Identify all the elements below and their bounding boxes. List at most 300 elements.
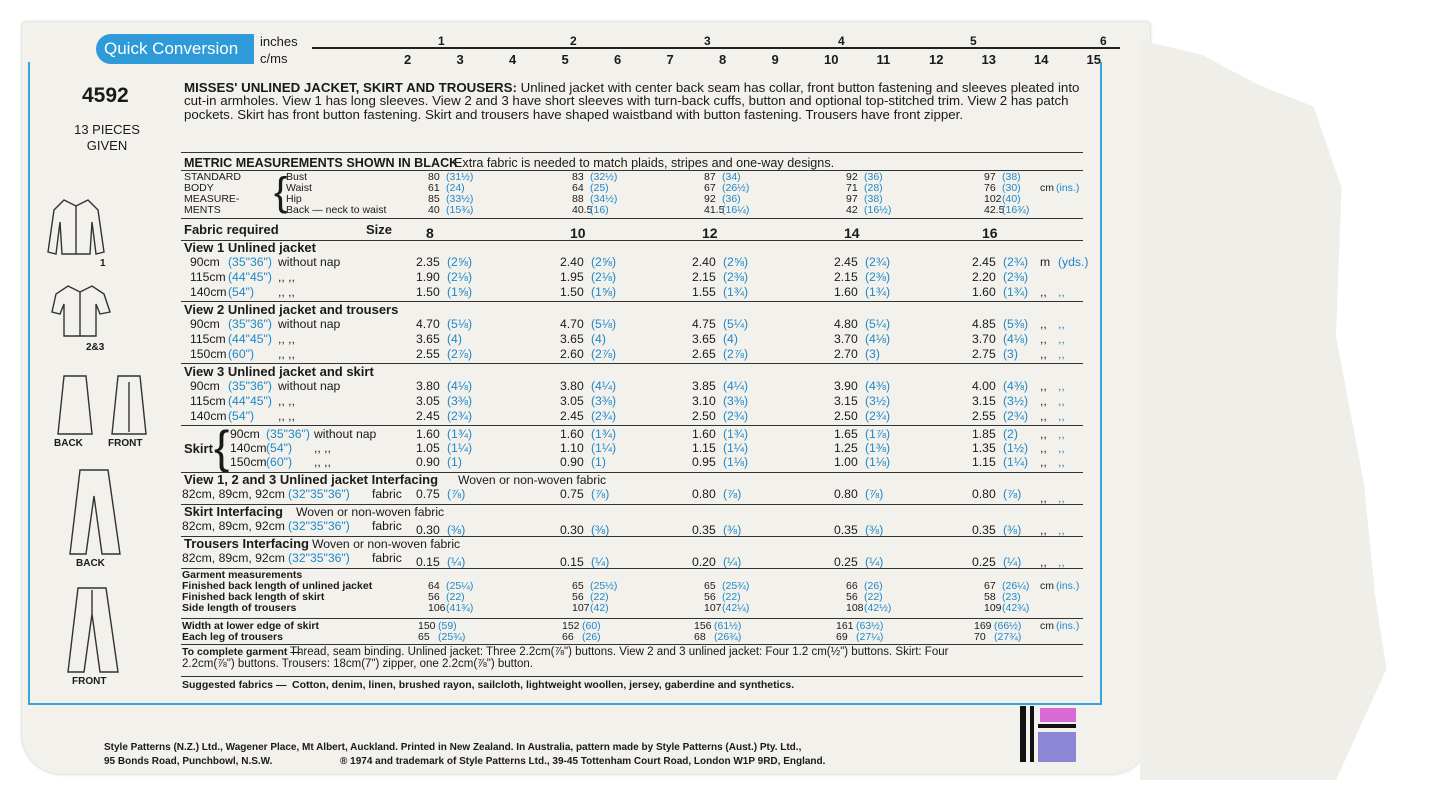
yardage-value: 0.90 bbox=[560, 455, 584, 469]
body-measure-row: Bust bbox=[286, 171, 308, 183]
yardage-value-imperial: (2⅜) bbox=[865, 270, 891, 284]
yardage-value-imperial: (4⅜) bbox=[865, 379, 891, 393]
yardage-value-imperial: (2⅞) bbox=[723, 347, 749, 361]
ruler-inch-mark: 5 bbox=[970, 34, 977, 48]
yardage-value-imperial: (2) bbox=[1003, 427, 1018, 441]
yardage-value-imperial: (1¾) bbox=[723, 427, 749, 441]
yardage-value-imperial: (5¼) bbox=[723, 317, 749, 331]
nap-note: ,, ,, bbox=[314, 455, 331, 469]
size-column-header: 14 bbox=[844, 225, 860, 241]
size-column-header: 10 bbox=[570, 225, 586, 241]
yardage-value-imperial: (⅜) bbox=[723, 523, 742, 537]
yardage-value: 2.40 bbox=[692, 255, 716, 269]
garment-measure-value: 65 bbox=[704, 580, 716, 592]
ruler-cm-mark: 8 bbox=[719, 52, 727, 67]
fabric-width: 82cm, 89cm, 92cm bbox=[182, 487, 285, 501]
body-measure-value: 92 bbox=[704, 193, 716, 205]
yardage-value: 4.75 bbox=[692, 317, 716, 331]
yardage-value-imperial: (⅞) bbox=[591, 487, 610, 501]
fabric-width-imperial: (44"45") bbox=[228, 270, 272, 284]
garment-measure-value: 107 bbox=[572, 602, 590, 614]
metric-title: METRIC MEASUREMENTS SHOWN IN BLACK bbox=[184, 156, 459, 170]
body-measure-label: BODY bbox=[184, 182, 214, 194]
yardage-value-imperial: (4⅜) bbox=[1003, 379, 1029, 393]
yardage-value: 2.35 bbox=[416, 255, 440, 269]
body-measure-value: 76 bbox=[984, 182, 996, 194]
width-value: 65 bbox=[418, 631, 430, 643]
garment-measure-label: Finished back length of skirt bbox=[182, 591, 325, 603]
width-imperial: (25¾) bbox=[438, 631, 466, 643]
yardage-value-imperial: (3⅜) bbox=[591, 394, 617, 408]
yardage-value-imperial: (2¾) bbox=[591, 409, 617, 423]
ruler-cm-mark: 13 bbox=[981, 52, 996, 67]
ruler-inch-mark: 1 bbox=[438, 34, 445, 48]
yardage-value: 3.65 bbox=[416, 332, 440, 346]
yardage-value-imperial: (2⅞) bbox=[447, 347, 473, 361]
unit-imperial: ,, bbox=[1058, 332, 1065, 346]
unit-metric: ,, bbox=[1040, 441, 1047, 455]
nap-note: without nap bbox=[278, 379, 341, 393]
nap-note: ,, ,, bbox=[278, 270, 295, 284]
garment-measure-value: 56 bbox=[428, 591, 440, 603]
yardage-value-imperial: (4) bbox=[591, 332, 606, 346]
yardage-value: 0.35 bbox=[972, 523, 996, 537]
garment-measure-imperial: (26) bbox=[864, 580, 883, 592]
yardage-value-imperial: (⅞) bbox=[865, 487, 884, 501]
fabric-width: 90cm bbox=[190, 317, 220, 331]
interfacing-title: View 1, 2 and 3 Unlined jacket Interfacing bbox=[184, 472, 439, 487]
unit-imperial: ,, bbox=[1058, 427, 1065, 441]
garment-measure-imperial: (41¾) bbox=[446, 602, 474, 614]
yardage-value: 4.85 bbox=[972, 317, 996, 331]
figure-label-front: FRONT bbox=[108, 438, 143, 449]
body-measure-imperial: (31½) bbox=[446, 171, 474, 183]
envelope-flap bbox=[1140, 40, 1420, 780]
metric-note: Extra fabric is needed to match plaids, stripes and one-way designs. bbox=[454, 156, 835, 170]
inches-label: inches bbox=[260, 34, 298, 49]
width-imperial: (26¾) bbox=[714, 631, 742, 643]
nap-note: fabric bbox=[372, 551, 402, 565]
fabric-width: 90cm bbox=[230, 427, 260, 441]
yardage-value-imperial: (2⅛) bbox=[447, 270, 473, 284]
yardage-value-imperial: (2⅝) bbox=[723, 255, 749, 269]
yardage-value: 1.35 bbox=[972, 441, 996, 455]
ruler-cm-mark: 6 bbox=[614, 52, 622, 67]
yardage-value-imperial: (1¾) bbox=[591, 427, 617, 441]
body-measure-value: 87 bbox=[704, 171, 716, 183]
yardage-value: 1.85 bbox=[972, 427, 996, 441]
view23-jacket-sketch bbox=[50, 282, 114, 340]
fabric-width-imperial: (32"35"36") bbox=[288, 487, 350, 501]
yardage-value: 2.20 bbox=[972, 270, 996, 284]
fabric-width: 140cm bbox=[190, 409, 227, 423]
width-imperial: (26) bbox=[582, 631, 601, 643]
yardage-value: 3.65 bbox=[692, 332, 716, 346]
unit-metric: ,, bbox=[1040, 379, 1047, 393]
width-imperial: (66½) bbox=[994, 620, 1022, 632]
yardage-value-imperial: (¼) bbox=[447, 555, 466, 569]
trousers-back-sketch bbox=[68, 466, 124, 558]
yardage-value: 0.30 bbox=[416, 523, 440, 537]
yardage-value-imperial: (3) bbox=[865, 347, 880, 361]
suggested-label: Suggested fabrics — bbox=[182, 679, 287, 691]
fabric-width: 82cm, 89cm, 92cm bbox=[182, 551, 285, 565]
yardage-value: 0.90 bbox=[416, 455, 440, 469]
garment-measure-value: 106 bbox=[428, 602, 446, 614]
conversion-ruler bbox=[258, 34, 1120, 68]
unit-metric: ,, bbox=[1040, 409, 1047, 423]
yardage-value: 0.20 bbox=[692, 555, 716, 569]
fabric-width-imperial: (35"36") bbox=[228, 255, 272, 269]
yardage-value-imperial: (4) bbox=[447, 332, 462, 346]
fabric-width-imperial: (54") bbox=[228, 409, 254, 423]
body-measure-imperial: (36) bbox=[722, 193, 741, 205]
divider bbox=[181, 240, 1083, 241]
body-measure-value: 67 bbox=[704, 182, 716, 194]
ruler-inch-mark: 6 bbox=[1100, 34, 1107, 48]
unit-imperial: ,, bbox=[1058, 555, 1065, 569]
yardage-value-imperial: (4⅛) bbox=[865, 332, 891, 346]
body-measure-imperial: (16¼) bbox=[722, 204, 750, 216]
body-measure-value: 42 bbox=[846, 204, 858, 216]
yardage-value: 1.90 bbox=[416, 270, 440, 284]
yardage-value: 2.40 bbox=[560, 255, 584, 269]
ruler-cm-mark: 7 bbox=[666, 52, 674, 67]
width-imperial: (60) bbox=[582, 620, 601, 632]
width-label: Width at lower edge of skirt bbox=[182, 620, 320, 632]
yardage-value: 1.55 bbox=[692, 285, 716, 299]
interfacing-sub: Woven or non-woven fabric bbox=[312, 537, 461, 551]
yardage-value-imperial: (1¼) bbox=[447, 441, 473, 455]
footer-line-1: Style Patterns (N.Z.) Ltd., Wagener Place, Mt Albert, Auckland. Printed in New Zealand. In Australia, pattern made by Style Patterns (Aust.) Pty. Ltd., bbox=[104, 742, 802, 753]
body-measure-value: 41.5 bbox=[704, 204, 725, 216]
body-measure-label: MENTS bbox=[184, 204, 221, 216]
yardage-value-imperial: (2¾) bbox=[865, 409, 891, 423]
fabric-width-imperial: (60") bbox=[228, 347, 254, 361]
yardage-value: 1.10 bbox=[560, 441, 584, 455]
fabric-width: 90cm bbox=[190, 379, 220, 393]
footer-line-2a: 95 Bonds Road, Punchbowl, N.S.W. bbox=[104, 756, 273, 767]
garment-measure-imperial: (42¾) bbox=[1002, 602, 1030, 614]
figure-label-v1: 1 bbox=[100, 258, 106, 269]
yardage-value: 0.30 bbox=[560, 523, 584, 537]
body-measure-label: MEASURE- bbox=[184, 193, 240, 205]
unit-metric: ,, bbox=[1040, 523, 1047, 537]
unit-imperial: ,, bbox=[1058, 347, 1065, 361]
garment-measure-value: 109 bbox=[984, 602, 1002, 614]
complete-line-1: Thread, seam binding. Unlined jacket: Three 2.2cm(⅞") buttons. View 2 and 3 unlined jacket: Four 1.2 cm(½") buttons. Skirt: Four bbox=[290, 646, 949, 658]
unit-metric: ,, bbox=[1040, 427, 1047, 441]
brace: { bbox=[214, 421, 230, 473]
unit-imperial: ,, bbox=[1058, 394, 1065, 408]
yardage-value-imperial: (1½) bbox=[1003, 441, 1029, 455]
yardage-value: 1.60 bbox=[692, 427, 716, 441]
yardage-value: 2.75 bbox=[972, 347, 996, 361]
garment-measure-imperial: (42) bbox=[590, 602, 609, 614]
yardage-value-imperial: (2⅞) bbox=[591, 347, 617, 361]
body-measure-imperial: (33½) bbox=[446, 193, 474, 205]
yardage-value: 0.35 bbox=[834, 523, 858, 537]
ruler-cm-mark: 2 bbox=[404, 52, 412, 67]
yardage-value-imperial: (1⅛) bbox=[865, 455, 891, 469]
unit-imperial: ,, bbox=[1058, 455, 1065, 469]
pattern-description bbox=[184, 81, 1090, 121]
skirt-label: Skirt bbox=[184, 441, 213, 456]
unit-metric: cm bbox=[1040, 182, 1054, 194]
section-title: View 1 Unlined jacket bbox=[184, 240, 316, 255]
yardage-value-imperial: (1⅛) bbox=[723, 455, 749, 469]
yardage-value-imperial: (2¾) bbox=[865, 255, 891, 269]
width-imperial: (27¼) bbox=[856, 631, 884, 643]
yardage-value: 3.70 bbox=[834, 332, 858, 346]
nap-note: ,, ,, bbox=[278, 409, 295, 423]
divider bbox=[181, 152, 1083, 153]
yardage-value-imperial: (4) bbox=[723, 332, 738, 346]
ruler-cm-mark: 15 bbox=[1086, 52, 1101, 67]
garment-measure-value: 56 bbox=[846, 591, 858, 603]
garment-measure-imperial: (42½) bbox=[864, 602, 892, 614]
yardage-value: 2.65 bbox=[692, 347, 716, 361]
yardage-value-imperial: (2⅝) bbox=[591, 255, 617, 269]
yardage-value: 3.05 bbox=[416, 394, 440, 408]
fabric-width-imperial: (32"35"36") bbox=[288, 519, 350, 533]
yardage-value-imperial: (5¼) bbox=[865, 317, 891, 331]
unit-imperial: ,, bbox=[1058, 379, 1065, 393]
yardage-value: 0.25 bbox=[834, 555, 858, 569]
yardage-value-imperial: (1¾) bbox=[723, 285, 749, 299]
yardage-value-imperial: (1⅜) bbox=[865, 441, 891, 455]
yardage-value-imperial: (1¼) bbox=[1003, 455, 1029, 469]
unit-imperial: (ins.) bbox=[1056, 620, 1080, 632]
ruler-inch-mark: 2 bbox=[570, 34, 577, 48]
body-measure-imperial: (34½) bbox=[590, 193, 618, 205]
garment-title: Garment measurements bbox=[182, 569, 303, 581]
garment-measure-imperial: (42¼) bbox=[722, 602, 750, 614]
yardage-value: 0.35 bbox=[692, 523, 716, 537]
yardage-value: 1.60 bbox=[560, 427, 584, 441]
yardage-value: 1.15 bbox=[972, 455, 996, 469]
fabric-width: 150cm bbox=[230, 455, 267, 469]
yardage-value-imperial: (1⅞) bbox=[865, 427, 891, 441]
unit-imperial: (yds.) bbox=[1058, 255, 1089, 269]
unit-imperial: (ins.) bbox=[1056, 580, 1080, 592]
ruler-cm-mark: 4 bbox=[509, 52, 517, 67]
fabric-required-label: Fabric required bbox=[184, 222, 279, 237]
ruler-line bbox=[312, 47, 1120, 49]
section-title: View 3 Unlined jacket and skirt bbox=[184, 364, 374, 379]
fabric-width-imperial: (35"36") bbox=[228, 379, 272, 393]
yardage-value: 1.15 bbox=[692, 441, 716, 455]
size-column-header: 8 bbox=[426, 225, 434, 241]
divider bbox=[181, 618, 1083, 619]
printer-registration-mark bbox=[1020, 706, 1076, 762]
pieces-given: 13 PIECES GIVEN bbox=[74, 122, 140, 153]
yardage-value-imperial: (⅜) bbox=[447, 523, 466, 537]
yardage-value: 3.80 bbox=[560, 379, 584, 393]
yardage-value-imperial: (⅜) bbox=[865, 523, 884, 537]
yardage-value: 3.80 bbox=[416, 379, 440, 393]
unit-metric: cm bbox=[1040, 620, 1054, 632]
body-measure-value: 42.5 bbox=[984, 204, 1005, 216]
body-measure-value: 40 bbox=[428, 204, 440, 216]
fabric-width: 140cm bbox=[190, 285, 227, 299]
garment-measure-value: 64 bbox=[428, 580, 440, 592]
yardage-value-imperial: (⅞) bbox=[447, 487, 466, 501]
yardage-value-imperial: (¼) bbox=[723, 555, 742, 569]
garment-measure-imperial: (25½) bbox=[590, 580, 618, 592]
brace: { bbox=[274, 170, 288, 214]
interfacing-sub: Woven or non-woven fabric bbox=[458, 473, 607, 487]
yardage-value: 3.70 bbox=[972, 332, 996, 346]
yardage-value-imperial: (3½) bbox=[865, 394, 891, 408]
body-measure-row: Hip bbox=[286, 193, 302, 205]
cms-label: c/ms bbox=[260, 51, 288, 66]
body-measure-value: 83 bbox=[572, 171, 584, 183]
yardage-value-imperial: (1¼) bbox=[723, 441, 749, 455]
nap-note: fabric bbox=[372, 519, 402, 533]
body-measure-value: 97 bbox=[846, 193, 858, 205]
width-value: 150 bbox=[418, 620, 436, 632]
body-measure-imperial: (15¾) bbox=[446, 204, 474, 216]
ruler-inch-mark: 4 bbox=[838, 34, 845, 48]
body-measure-imperial: (32½) bbox=[590, 171, 618, 183]
unit-metric: ,, bbox=[1040, 491, 1047, 505]
interfacing-sub: Woven or non-woven fabric bbox=[296, 505, 445, 519]
nap-note: without nap bbox=[314, 427, 377, 441]
yardage-value-imperial: (5⅛) bbox=[591, 317, 617, 331]
body-measure-imperial: (16) bbox=[590, 204, 609, 216]
yardage-value-imperial: (1¾) bbox=[865, 285, 891, 299]
yardage-value: 3.85 bbox=[692, 379, 716, 393]
fabric-width-imperial: (35"36") bbox=[228, 317, 272, 331]
size-column-header: 12 bbox=[702, 225, 718, 241]
fabric-width: 150cm bbox=[190, 347, 227, 361]
body-measure-imperial: (26½) bbox=[722, 182, 750, 194]
body-measure-imperial: (38) bbox=[864, 193, 883, 205]
yardage-value: 1.60 bbox=[972, 285, 996, 299]
width-imperial: (59) bbox=[438, 620, 457, 632]
interfacing-title: Trousers Interfacing bbox=[184, 536, 309, 551]
nap-note: fabric bbox=[372, 487, 402, 501]
yardage-value-imperial: (2¾) bbox=[1003, 409, 1029, 423]
view1-jacket-sketch bbox=[44, 196, 108, 258]
yardage-value: 2.70 bbox=[834, 347, 858, 361]
yardage-value-imperial: (3) bbox=[1003, 347, 1018, 361]
yardage-value-imperial: (5⅜) bbox=[1003, 317, 1029, 331]
pattern-number: 4592 bbox=[82, 84, 129, 107]
body-measure-value: 64 bbox=[572, 182, 584, 194]
complete-line-2: 2.2cm(⅞") buttons. Trousers: 18cm(7") zipper, one 2.2cm(⅞") button. bbox=[182, 658, 534, 670]
fabric-width-imperial: (54") bbox=[266, 441, 292, 455]
unit-metric: ,, bbox=[1040, 347, 1047, 361]
yardage-value-imperial: (¼) bbox=[865, 555, 884, 569]
unit-metric: ,, bbox=[1040, 455, 1047, 469]
garment-measure-value: 58 bbox=[984, 591, 996, 603]
yardage-value-imperial: (2⅛) bbox=[591, 270, 617, 284]
yardage-value: 1.60 bbox=[834, 285, 858, 299]
yardage-value-imperial: (1⅝) bbox=[447, 285, 473, 299]
width-value: 66 bbox=[562, 631, 574, 643]
yardage-value: 2.45 bbox=[834, 255, 858, 269]
yardage-value: 3.05 bbox=[560, 394, 584, 408]
unit-imperial: ,, bbox=[1058, 409, 1065, 423]
ruler-cm-mark: 3 bbox=[456, 52, 464, 67]
fabric-width: 82cm, 89cm, 92cm bbox=[182, 519, 285, 533]
description-text: Unlined jacket with center back seam has collar, front button fastening and sleeves pleated into cut-in armholes. View 1 has long sleeves. View 2 and 3 have short sleeves with turn-back cuffs, button and optional top-stitched trim. View 2 has patch pockets. Skirt has front button fastening. Skirt and trousers have shaped waistband with button fastening. Trousers have front zipper. bbox=[184, 80, 1080, 122]
yardage-value: 4.70 bbox=[560, 317, 584, 331]
yardage-value: 1.00 bbox=[834, 455, 858, 469]
fabric-width: 115cm bbox=[190, 270, 226, 284]
yardage-value-imperial: (1¾) bbox=[447, 427, 473, 441]
yardage-value: 0.80 bbox=[972, 487, 996, 501]
unit-metric: cm bbox=[1040, 580, 1054, 592]
fabric-width: 115cm bbox=[190, 332, 226, 346]
yardage-value: 2.45 bbox=[560, 409, 584, 423]
divider bbox=[181, 676, 1083, 677]
yardage-value: 1.65 bbox=[834, 427, 858, 441]
yardage-value: 0.15 bbox=[560, 555, 584, 569]
yardage-value: 2.55 bbox=[972, 409, 996, 423]
suggested-fabrics: Cotton, denim, linen, brushed rayon, sailcloth, lightweight woollen, jersey, gaberdine and synthetics. bbox=[292, 679, 795, 691]
width-value: 70 bbox=[974, 631, 986, 643]
yardage-value-imperial: (⅜) bbox=[591, 523, 610, 537]
body-measure-value: 61 bbox=[428, 182, 440, 194]
nap-note: ,, ,, bbox=[278, 332, 295, 346]
yardage-value: 2.60 bbox=[560, 347, 584, 361]
yardage-value-imperial: (2⅜) bbox=[723, 270, 749, 284]
divider bbox=[181, 644, 1083, 645]
description-title: MISSES' UNLINED JACKET, SKIRT AND TROUSERS: bbox=[184, 80, 517, 95]
width-value: 152 bbox=[562, 620, 580, 632]
yardage-value-imperial: (1¾) bbox=[1003, 285, 1029, 299]
yardage-value: 1.50 bbox=[416, 285, 440, 299]
yardage-value: 4.70 bbox=[416, 317, 440, 331]
yardage-value-imperial: (⅞) bbox=[723, 487, 742, 501]
body-measure-imperial: (24) bbox=[446, 182, 465, 194]
body-measure-imperial: (30) bbox=[1002, 182, 1021, 194]
garment-measure-imperial: (22) bbox=[446, 591, 465, 603]
figure-label-back-trousers: BACK bbox=[76, 558, 105, 569]
yardage-value: 1.95 bbox=[560, 270, 584, 284]
ruler-cm-mark: 10 bbox=[824, 52, 839, 67]
yardage-value-imperial: (5⅛) bbox=[447, 317, 473, 331]
size-label: Size bbox=[366, 222, 393, 237]
yardage-value: 0.75 bbox=[560, 487, 584, 501]
garment-measure-value: 65 bbox=[572, 580, 584, 592]
ruler-cm-mark: 11 bbox=[876, 52, 891, 67]
unit-metric: ,, bbox=[1040, 555, 1047, 569]
yardage-value: 3.10 bbox=[692, 394, 716, 408]
yardage-value: 4.80 bbox=[834, 317, 858, 331]
yardage-value-imperial: (⅜) bbox=[1003, 523, 1022, 537]
body-measure-imperial: (36) bbox=[864, 171, 883, 183]
body-measure-row: Waist bbox=[286, 182, 312, 194]
yardage-value-imperial: (1¼) bbox=[591, 441, 617, 455]
yardage-value: 0.80 bbox=[834, 487, 858, 501]
width-imperial: (27¾) bbox=[994, 631, 1022, 643]
garment-measure-imperial: (22) bbox=[722, 591, 741, 603]
unit-imperial: ,, bbox=[1058, 285, 1065, 299]
unit-imperial: ,, bbox=[1058, 317, 1065, 331]
yardage-value-imperial: (1) bbox=[447, 455, 462, 469]
trousers-front-sketch bbox=[66, 584, 122, 676]
yardage-value-imperial: (4¼) bbox=[723, 379, 749, 393]
unit-imperial: ,, bbox=[1058, 441, 1065, 455]
ruler-cm-mark: 14 bbox=[1034, 52, 1049, 67]
garment-measure-imperial: (22) bbox=[864, 591, 883, 603]
width-value: 156 bbox=[694, 620, 712, 632]
yardage-value: 3.65 bbox=[560, 332, 584, 346]
